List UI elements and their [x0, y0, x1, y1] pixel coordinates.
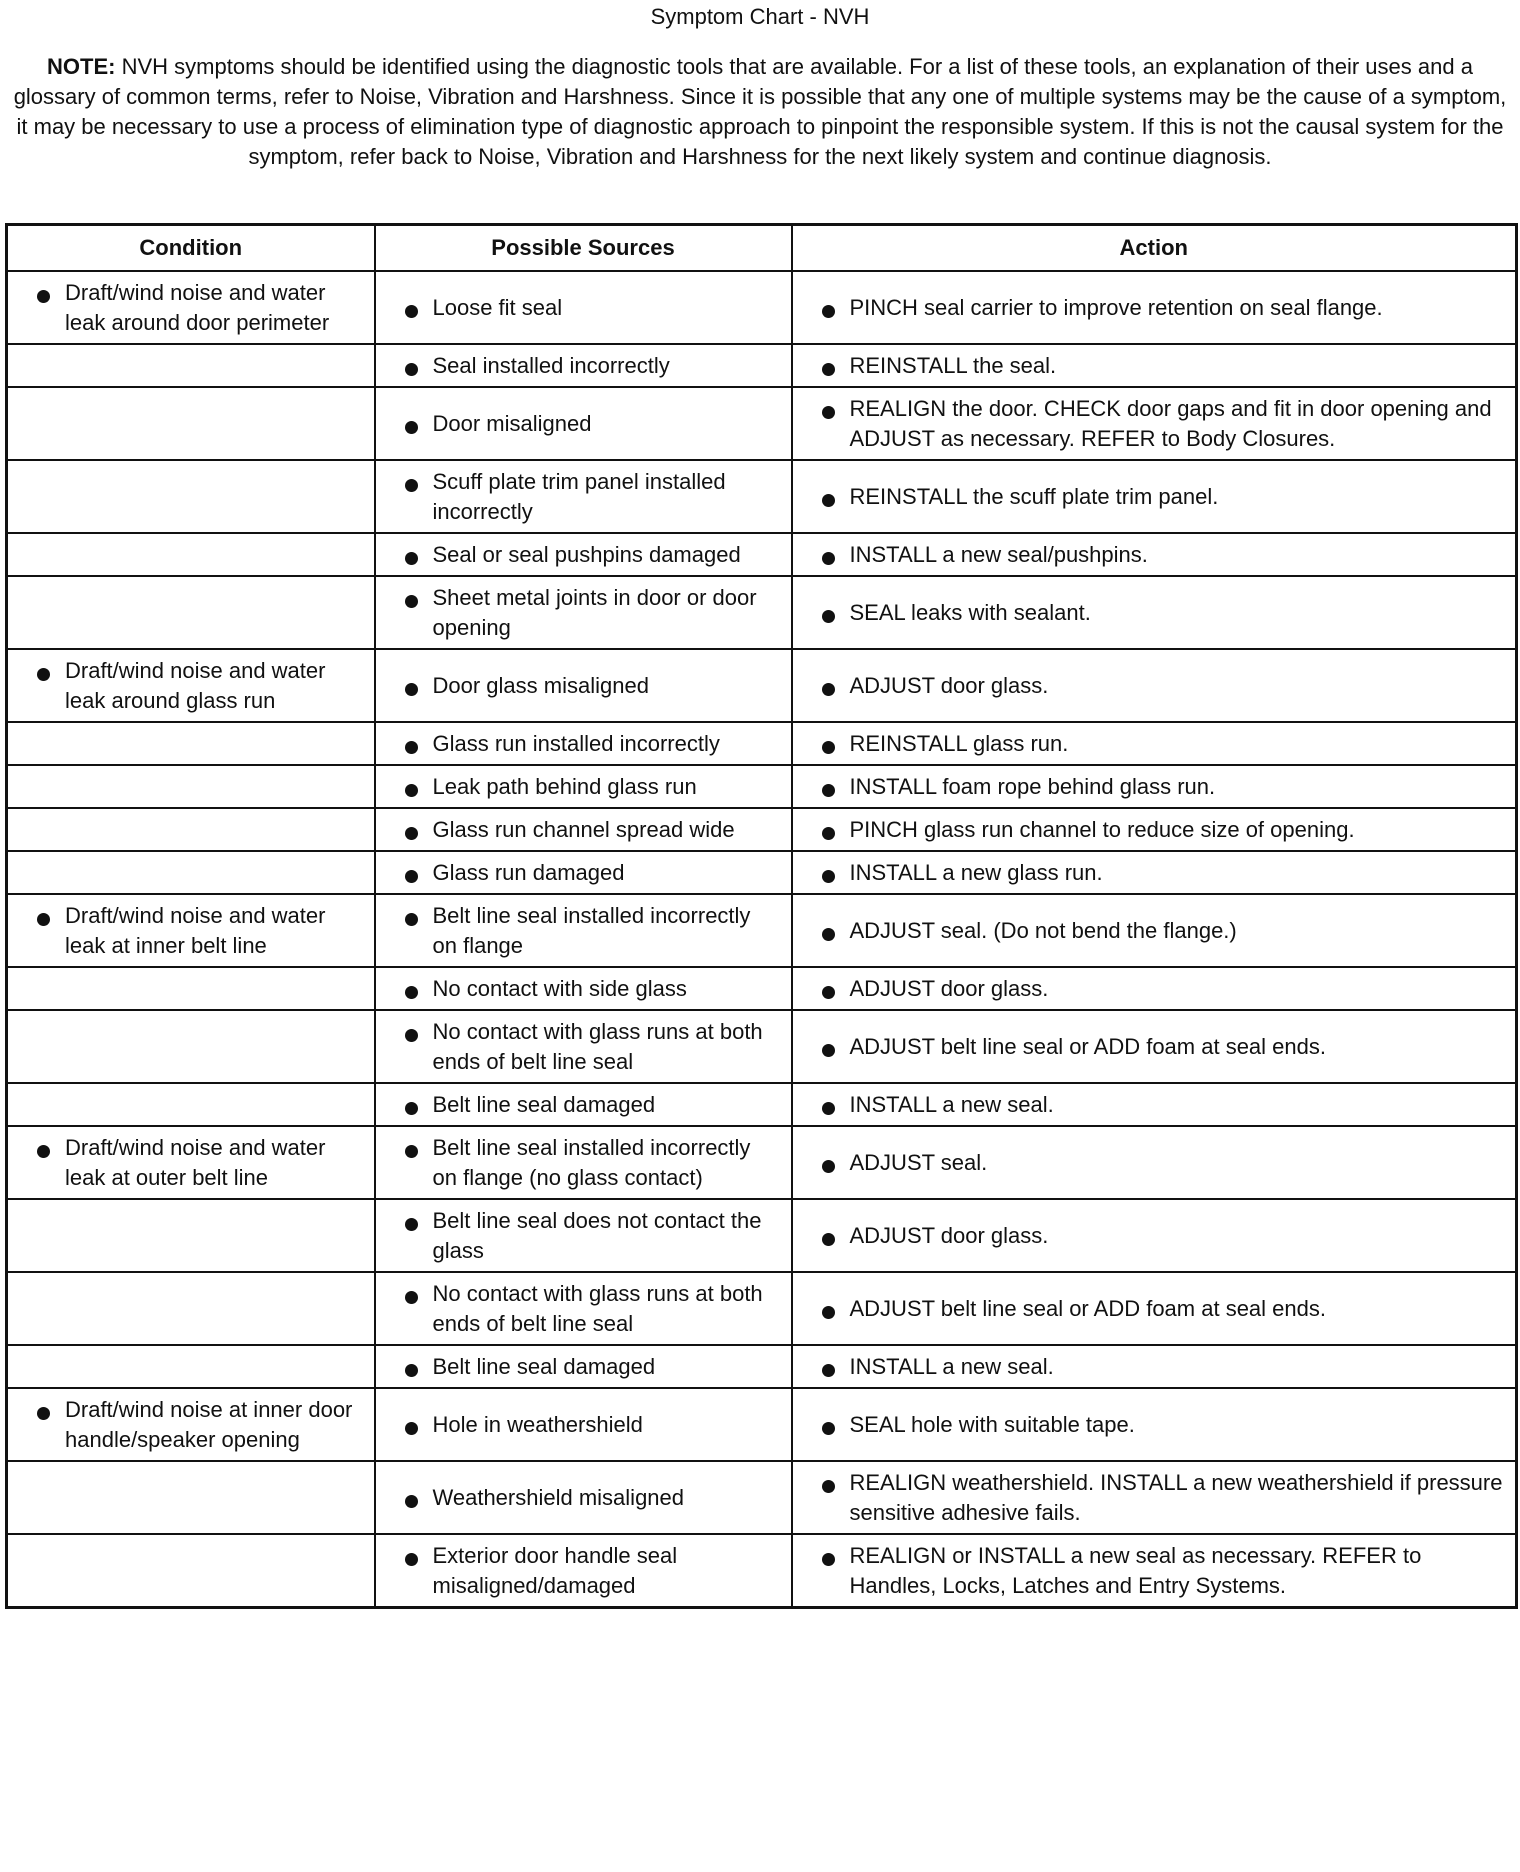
bullet-icon: [822, 683, 835, 696]
action-cell-text: PINCH glass run channel to reduce size of opening.: [849, 817, 1355, 842]
possible-source-cell-content: [376, 287, 791, 328]
bullet-icon: [405, 1218, 418, 1231]
condition-cell: [7, 1388, 375, 1461]
condition-cell-text: Draft/wind noise and water leak at outer belt line: [65, 1135, 326, 1190]
action-cell-content: [793, 1462, 1516, 1533]
possible-source-cell-content: [376, 577, 791, 648]
possible-source-cell-text: Belt line seal installed incorrectly on flange (no glass contact): [432, 1135, 751, 1190]
table-row: [7, 1126, 1517, 1199]
possible-source-cell-text: Belt line seal damaged: [432, 1092, 656, 1117]
action-cell-content: [793, 1535, 1516, 1606]
table-row: [7, 1083, 1517, 1126]
note-label: NOTE:: [47, 54, 116, 79]
possible-source-cell: [375, 649, 792, 722]
condition-cell: [7, 533, 375, 576]
condition-cell: [7, 1010, 375, 1083]
condition-cell: [7, 1083, 375, 1126]
bullet-icon: [405, 986, 418, 999]
condition-cell: [7, 894, 375, 967]
action-cell: [792, 1534, 1517, 1608]
bullet-icon: [822, 1160, 835, 1173]
action-cell-content: [793, 287, 1516, 328]
action-cell-text: ADJUST door glass.: [849, 976, 1049, 1001]
possible-source-cell-content: [376, 1273, 791, 1344]
bullet-icon: [405, 1145, 418, 1158]
possible-source-cell-text: Sheet metal joints in door or door opening: [432, 585, 757, 640]
bullet-icon: [822, 305, 835, 318]
possible-source-cell-text: Loose fit seal: [432, 295, 563, 320]
action-cell-content: [793, 910, 1516, 951]
possible-source-cell-content: [376, 345, 791, 386]
possible-source-cell-text: Belt line seal installed incorrectly on flange: [432, 903, 751, 958]
possible-source-cell-content: [376, 1200, 791, 1271]
action-cell-content: [793, 1404, 1516, 1445]
action-cell-text: INSTALL a new seal.: [849, 1092, 1054, 1117]
action-cell-content: [793, 852, 1516, 893]
possible-source-cell: [375, 808, 792, 851]
action-cell-text: INSTALL a new seal/pushpins.: [849, 542, 1148, 567]
possible-source-cell-content: [376, 1477, 791, 1518]
possible-source-cell-text: Seal installed incorrectly: [432, 353, 670, 378]
possible-source-cell: [375, 1461, 792, 1534]
condition-cell: [7, 1461, 375, 1534]
condition-cell: [7, 1272, 375, 1345]
condition-cell-text: Draft/wind noise and water leak around glass run: [65, 658, 326, 713]
bullet-icon: [405, 1422, 418, 1435]
condition-cell: [7, 1199, 375, 1272]
table-row: [7, 387, 1517, 460]
table-row: [7, 851, 1517, 894]
possible-source-cell-text: Door misaligned: [432, 411, 592, 436]
table-header-row: [7, 225, 1517, 272]
condition-cell-content: [8, 1389, 374, 1460]
bullet-icon: [405, 363, 418, 376]
bullet-icon: [405, 683, 418, 696]
action-cell-content: [793, 1026, 1516, 1067]
action-cell-content: [793, 665, 1516, 706]
table-row: [7, 1388, 1517, 1461]
action-cell: [792, 533, 1517, 576]
possible-source-cell: [375, 1388, 792, 1461]
table-row: [7, 1199, 1517, 1272]
condition-cell-content: [8, 272, 374, 343]
condition-cell-text: Draft/wind noise at inner door handle/speaker opening: [65, 1397, 353, 1452]
bullet-icon: [37, 1407, 50, 1420]
table-row: [7, 1010, 1517, 1083]
bullet-icon: [405, 305, 418, 318]
table-row: [7, 808, 1517, 851]
bullet-icon: [822, 741, 835, 754]
possible-source-cell: [375, 1010, 792, 1083]
action-cell-text: REALIGN or INSTALL a new seal as necessary. REFER to Handles, Locks, Latches and Entry Systems.: [849, 1543, 1422, 1598]
action-cell-text: REALIGN weathershield. INSTALL a new weathershield if pressure sensitive adhesive fails.: [849, 1470, 1503, 1525]
possible-source-cell-content: [376, 461, 791, 532]
possible-source-cell: [375, 387, 792, 460]
table-row: [7, 967, 1517, 1010]
possible-source-cell: [375, 576, 792, 649]
bullet-icon: [822, 610, 835, 623]
bullet-icon: [405, 913, 418, 926]
action-cell: [792, 765, 1517, 808]
action-cell-text: SEAL leaks with sealant.: [849, 600, 1091, 625]
bullet-icon: [822, 784, 835, 797]
bullet-icon: [822, 986, 835, 999]
action-cell-text: ADJUST door glass.: [849, 673, 1049, 698]
action-cell: [792, 387, 1517, 460]
possible-source-cell-content: [376, 1535, 791, 1606]
possible-source-cell: [375, 967, 792, 1010]
action-cell: [792, 894, 1517, 967]
bullet-icon: [822, 1102, 835, 1115]
condition-cell: [7, 967, 375, 1010]
action-cell-text: ADJUST belt line seal or ADD foam at seal ends.: [849, 1296, 1326, 1321]
possible-source-cell-content: [376, 1084, 791, 1125]
action-cell: [792, 460, 1517, 533]
action-cell: [792, 851, 1517, 894]
possible-source-cell-content: [376, 852, 791, 893]
possible-source-cell-content: [376, 1011, 791, 1082]
table-body: [7, 271, 1517, 1608]
bullet-icon: [405, 595, 418, 608]
bullet-icon: [37, 668, 50, 681]
condition-cell: [7, 765, 375, 808]
condition-cell: [7, 1345, 375, 1388]
note-text: NVH symptoms should be identified using the diagnostic tools that are available. For a list of these tools, an explanation of their uses and a glossary of common terms, refer to Noise, Vibration and Harshness. Since it is possible that any one of multiple systems may be the cause of a symptom, it may be necessary to use a process of elimination type of diagnostic approach to pinpoint the responsible system. If this is not the causal system for the symptom, refer back to Noise, Vibration and Harshness for the next likely system and continue diagnosis.: [13, 54, 1507, 169]
bullet-icon: [822, 1480, 835, 1493]
possible-source-cell-content: [376, 809, 791, 850]
header-possible-sources: Possible Sources: [375, 225, 792, 272]
table-row: [7, 460, 1517, 533]
bullet-icon: [405, 421, 418, 434]
possible-source-cell: [375, 1083, 792, 1126]
action-cell-text: REINSTALL the seal.: [849, 353, 1057, 378]
action-cell: [792, 1272, 1517, 1345]
action-cell-text: ADJUST door glass.: [849, 1223, 1049, 1248]
possible-source-cell-text: Door glass misaligned: [432, 673, 649, 698]
bullet-icon: [822, 552, 835, 565]
action-cell-content: [793, 345, 1516, 386]
header-action: Action: [792, 225, 1517, 272]
possible-source-cell-content: [376, 968, 791, 1009]
possible-source-cell-text: Exterior door handle seal misaligned/damaged: [432, 1543, 678, 1598]
possible-source-cell-text: Glass run installed incorrectly: [432, 731, 720, 756]
action-cell-text: INSTALL a new glass run.: [849, 860, 1103, 885]
condition-cell: [7, 271, 375, 344]
action-cell-text: INSTALL foam rope behind glass run.: [849, 774, 1216, 799]
action-cell-content: [793, 1288, 1516, 1329]
possible-source-cell-content: [376, 766, 791, 807]
action-cell: [792, 649, 1517, 722]
possible-source-cell-content: [376, 665, 791, 706]
action-cell: [792, 344, 1517, 387]
action-cell: [792, 271, 1517, 344]
action-cell-content: [793, 592, 1516, 633]
bullet-icon: [822, 1044, 835, 1057]
condition-cell-text: Draft/wind noise and water leak at inner belt line: [65, 903, 326, 958]
action-cell: [792, 722, 1517, 765]
possible-source-cell-content: [376, 1404, 791, 1445]
bullet-icon: [405, 1102, 418, 1115]
possible-source-cell-content: [376, 895, 791, 966]
possible-source-cell-text: Glass run channel spread wide: [432, 817, 735, 842]
action-cell-content: [793, 968, 1516, 1009]
action-cell-content: [793, 1346, 1516, 1387]
bullet-icon: [405, 784, 418, 797]
bullet-icon: [37, 1145, 50, 1158]
bullet-icon: [822, 494, 835, 507]
possible-source-cell-text: Scuff plate trim panel installed incorrectly: [432, 469, 726, 524]
condition-cell-content: [8, 1127, 374, 1198]
possible-source-cell-content: [376, 1127, 791, 1198]
condition-cell: [7, 460, 375, 533]
bullet-icon: [822, 1364, 835, 1377]
header-condition: Condition: [7, 225, 375, 272]
possible-source-cell: [375, 765, 792, 808]
table-row: [7, 344, 1517, 387]
condition-cell: [7, 808, 375, 851]
bullet-icon: [822, 827, 835, 840]
bullet-icon: [405, 1495, 418, 1508]
possible-source-cell-content: [376, 1346, 791, 1387]
possible-source-cell-text: Seal or seal pushpins damaged: [432, 542, 741, 567]
possible-source-cell: [375, 851, 792, 894]
action-cell-text: ADJUST seal. (Do not bend the flange.): [849, 918, 1237, 943]
possible-source-cell: [375, 1345, 792, 1388]
possible-source-cell-content: [376, 403, 791, 444]
table-row: [7, 894, 1517, 967]
table-row: [7, 1272, 1517, 1345]
possible-source-cell-text: No contact with glass runs at both ends of belt line seal: [432, 1019, 763, 1074]
possible-source-cell: [375, 1272, 792, 1345]
condition-cell: [7, 387, 375, 460]
table-row: [7, 271, 1517, 344]
possible-source-cell: [375, 1126, 792, 1199]
condition-cell: [7, 344, 375, 387]
bullet-icon: [405, 479, 418, 492]
bullet-icon: [822, 1422, 835, 1435]
bullet-icon: [822, 1553, 835, 1566]
bullet-icon: [405, 827, 418, 840]
condition-cell-text: Draft/wind noise and water leak around door perimeter: [65, 280, 330, 335]
action-cell: [792, 1461, 1517, 1534]
possible-source-cell: [375, 1534, 792, 1608]
bullet-icon: [822, 870, 835, 883]
action-cell: [792, 1388, 1517, 1461]
possible-source-cell: [375, 1199, 792, 1272]
bullet-icon: [822, 363, 835, 376]
possible-source-cell: [375, 271, 792, 344]
action-cell-text: ADJUST seal.: [849, 1150, 988, 1175]
action-cell-content: [793, 476, 1516, 517]
table-row: [7, 533, 1517, 576]
action-cell-text: ADJUST belt line seal or ADD foam at seal ends.: [849, 1034, 1326, 1059]
table-row: [7, 1461, 1517, 1534]
table-row: [7, 765, 1517, 808]
action-cell-text: REINSTALL glass run.: [849, 731, 1069, 756]
bullet-icon: [822, 1306, 835, 1319]
bullet-icon: [405, 1029, 418, 1042]
possible-source-cell-text: Belt line seal does not contact the glass: [432, 1208, 762, 1263]
condition-cell: [7, 851, 375, 894]
condition-cell-content: [8, 895, 374, 966]
action-cell-content: [793, 1084, 1516, 1125]
bullet-icon: [405, 1291, 418, 1304]
action-cell: [792, 967, 1517, 1010]
condition-cell: [7, 1534, 375, 1608]
condition-cell-content: [8, 650, 374, 721]
action-cell: [792, 1345, 1517, 1388]
action-cell-content: [793, 1215, 1516, 1256]
bullet-icon: [405, 870, 418, 883]
action-cell-text: REALIGN the door. CHECK door gaps and fit in door opening and ADJUST as necessary. REFER to Body Closures.: [849, 396, 1492, 451]
possible-source-cell: [375, 344, 792, 387]
bullet-icon: [822, 1233, 835, 1246]
bullet-icon: [37, 290, 50, 303]
possible-source-cell-text: Glass run damaged: [432, 860, 625, 885]
condition-cell: [7, 722, 375, 765]
possible-source-cell-text: Hole in weathershield: [432, 1412, 643, 1437]
bullet-icon: [405, 1553, 418, 1566]
action-cell-content: [793, 809, 1516, 850]
action-cell-content: [793, 388, 1516, 459]
page-title: Symptom Chart - NVH: [650, 4, 870, 29]
possible-source-cell-content: [376, 534, 791, 575]
action-cell-content: [793, 723, 1516, 764]
action-cell: [792, 1010, 1517, 1083]
bullet-icon: [822, 406, 835, 419]
symptom-chart-table: [5, 223, 1518, 1609]
possible-source-cell-text: Leak path behind glass run: [432, 774, 697, 799]
table-row: [7, 722, 1517, 765]
action-cell-text: INSTALL a new seal.: [849, 1354, 1054, 1379]
action-cell: [792, 1083, 1517, 1126]
condition-cell: [7, 1126, 375, 1199]
action-cell-text: SEAL hole with suitable tape.: [849, 1412, 1135, 1437]
possible-source-cell-text: No contact with side glass: [432, 976, 687, 1001]
bullet-icon: [405, 741, 418, 754]
action-cell-text: REINSTALL the scuff plate trim panel.: [849, 484, 1219, 509]
possible-source-cell-text: Belt line seal damaged: [432, 1354, 656, 1379]
note-paragraph: [10, 52, 1510, 172]
condition-cell: [7, 576, 375, 649]
action-cell: [792, 1199, 1517, 1272]
table-row: [7, 1345, 1517, 1388]
possible-source-cell: [375, 460, 792, 533]
table-row: [7, 1534, 1517, 1608]
possible-source-cell: [375, 533, 792, 576]
possible-source-cell: [375, 894, 792, 967]
action-cell: [792, 1126, 1517, 1199]
possible-source-cell-text: No contact with glass runs at both ends of belt line seal: [432, 1281, 763, 1336]
table-row: [7, 576, 1517, 649]
bullet-icon: [405, 1364, 418, 1377]
bullet-icon: [405, 552, 418, 565]
action-cell: [792, 576, 1517, 649]
table-row: [7, 649, 1517, 722]
action-cell-content: [793, 534, 1516, 575]
bullet-icon: [822, 928, 835, 941]
action-cell-text: PINCH seal carrier to improve retention on seal flange.: [849, 295, 1383, 320]
possible-source-cell-text: Weathershield misaligned: [432, 1485, 685, 1510]
action-cell-content: [793, 766, 1516, 807]
action-cell: [792, 808, 1517, 851]
condition-cell: [7, 649, 375, 722]
action-cell-content: [793, 1142, 1516, 1183]
bullet-icon: [37, 913, 50, 926]
possible-source-cell: [375, 722, 792, 765]
possible-source-cell-content: [376, 723, 791, 764]
